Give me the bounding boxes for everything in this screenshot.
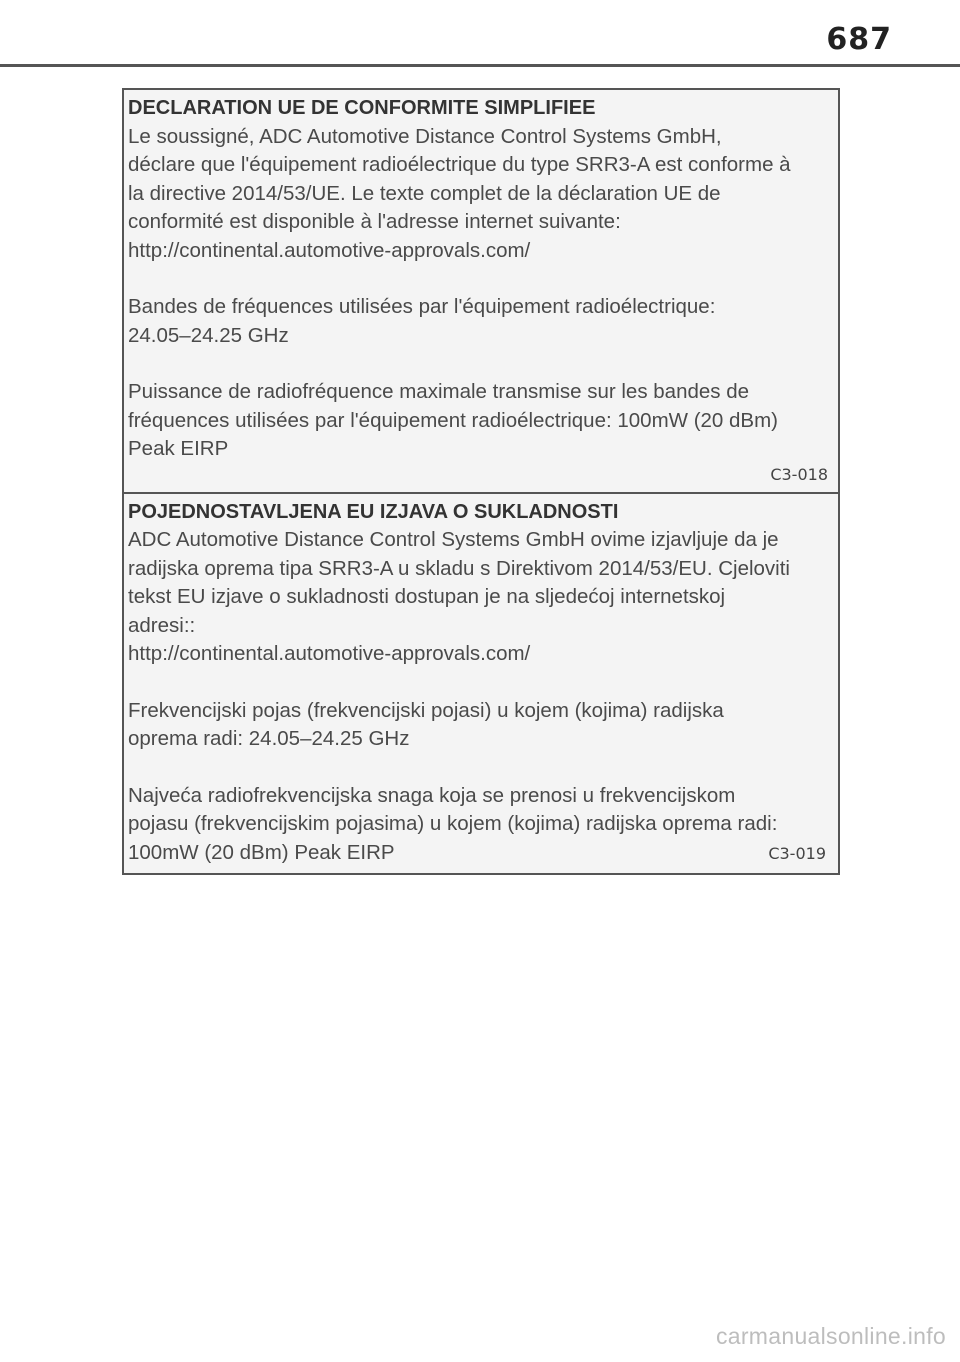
paragraph-gap — [128, 265, 832, 293]
section-title: DECLARATION UE DE CONFORMITE SIMPLIFIEE — [128, 97, 596, 119]
header-rule — [0, 64, 960, 67]
text-line: Najveća radiofrekvencijska snaga koja se prenosi u frekvencijskom — [128, 783, 736, 807]
paragraph — [128, 697, 832, 754]
text-line: fréquences utilisées par l'équipement radioélectrique: 100mW (20 dBm) — [128, 408, 778, 432]
text-line: Bandes de fréquences utilisées par l'équipement radioélectrique: — [128, 295, 716, 318]
paragraph — [128, 782, 832, 868]
text-line: conformité est disponible à l'adresse internet suivante: — [128, 210, 621, 233]
text-line: 24.05–24.25 GHz — [128, 323, 289, 347]
paragraph-gap — [128, 350, 832, 378]
declaration-box — [122, 88, 840, 875]
text-line: adresi:: — [128, 613, 196, 637]
url-line: http://continental.automotive-approvals.com/ — [128, 238, 531, 262]
section-title: POJEDNOSTAVLJENA EU IZJAVA O SUKLADNOSTI — [128, 500, 619, 523]
text-line: tekst EU izjave o sukladnosti dostupan je na sljedećoj internetskoj — [128, 585, 726, 608]
section-fr — [124, 90, 838, 492]
page-number: 687 — [826, 22, 892, 57]
paragraph-gap — [128, 754, 832, 782]
text-line: Le soussigné, ADC Automotive Distance Control Systems GmbH, — [128, 124, 722, 148]
text-line: radijska oprema tipa SRR3-A u skladu s Direktivom 2014/53/EU. Cjeloviti — [128, 556, 790, 580]
url-line: http://continental.automotive-approvals.com/ — [128, 642, 531, 665]
text-line: pojasu (frekvencijskim pojasima) u kojem (kojima) radijska oprema radi: — [128, 812, 778, 835]
paragraph — [128, 293, 832, 350]
paragraph — [128, 123, 832, 266]
text-line: déclare que l'équipement radioélectrique du type SRR3-A est conforme à — [128, 153, 791, 176]
section-hr — [124, 492, 838, 874]
text-line: Peak EIRP — [128, 437, 229, 460]
text-line: Puissance de radiofréquence maximale transmise sur les bandes de — [128, 380, 750, 403]
section-code: C3-019 — [768, 844, 826, 863]
text-line: 100mW (20 dBm) Peak EIRP — [128, 840, 395, 864]
paragraph — [128, 526, 832, 669]
text-line: Frekvencijski pojas (frekvencijski pojasi) u kojem (kojima) radijska — [128, 698, 724, 722]
text-line: oprema radi: 24.05–24.25 GHz — [128, 727, 410, 750]
paragraph-gap — [128, 669, 832, 697]
paragraph — [128, 378, 832, 464]
text-line: ADC Automotive Distance Control Systems GmbH ovime izjavljuje da je — [128, 528, 779, 551]
text-line: la directive 2014/53/UE. Le texte complet de la déclaration UE de — [128, 181, 721, 205]
section-code: C3-018 — [770, 464, 828, 484]
watermark-text: carmanualsonline.info — [715, 1323, 946, 1349]
